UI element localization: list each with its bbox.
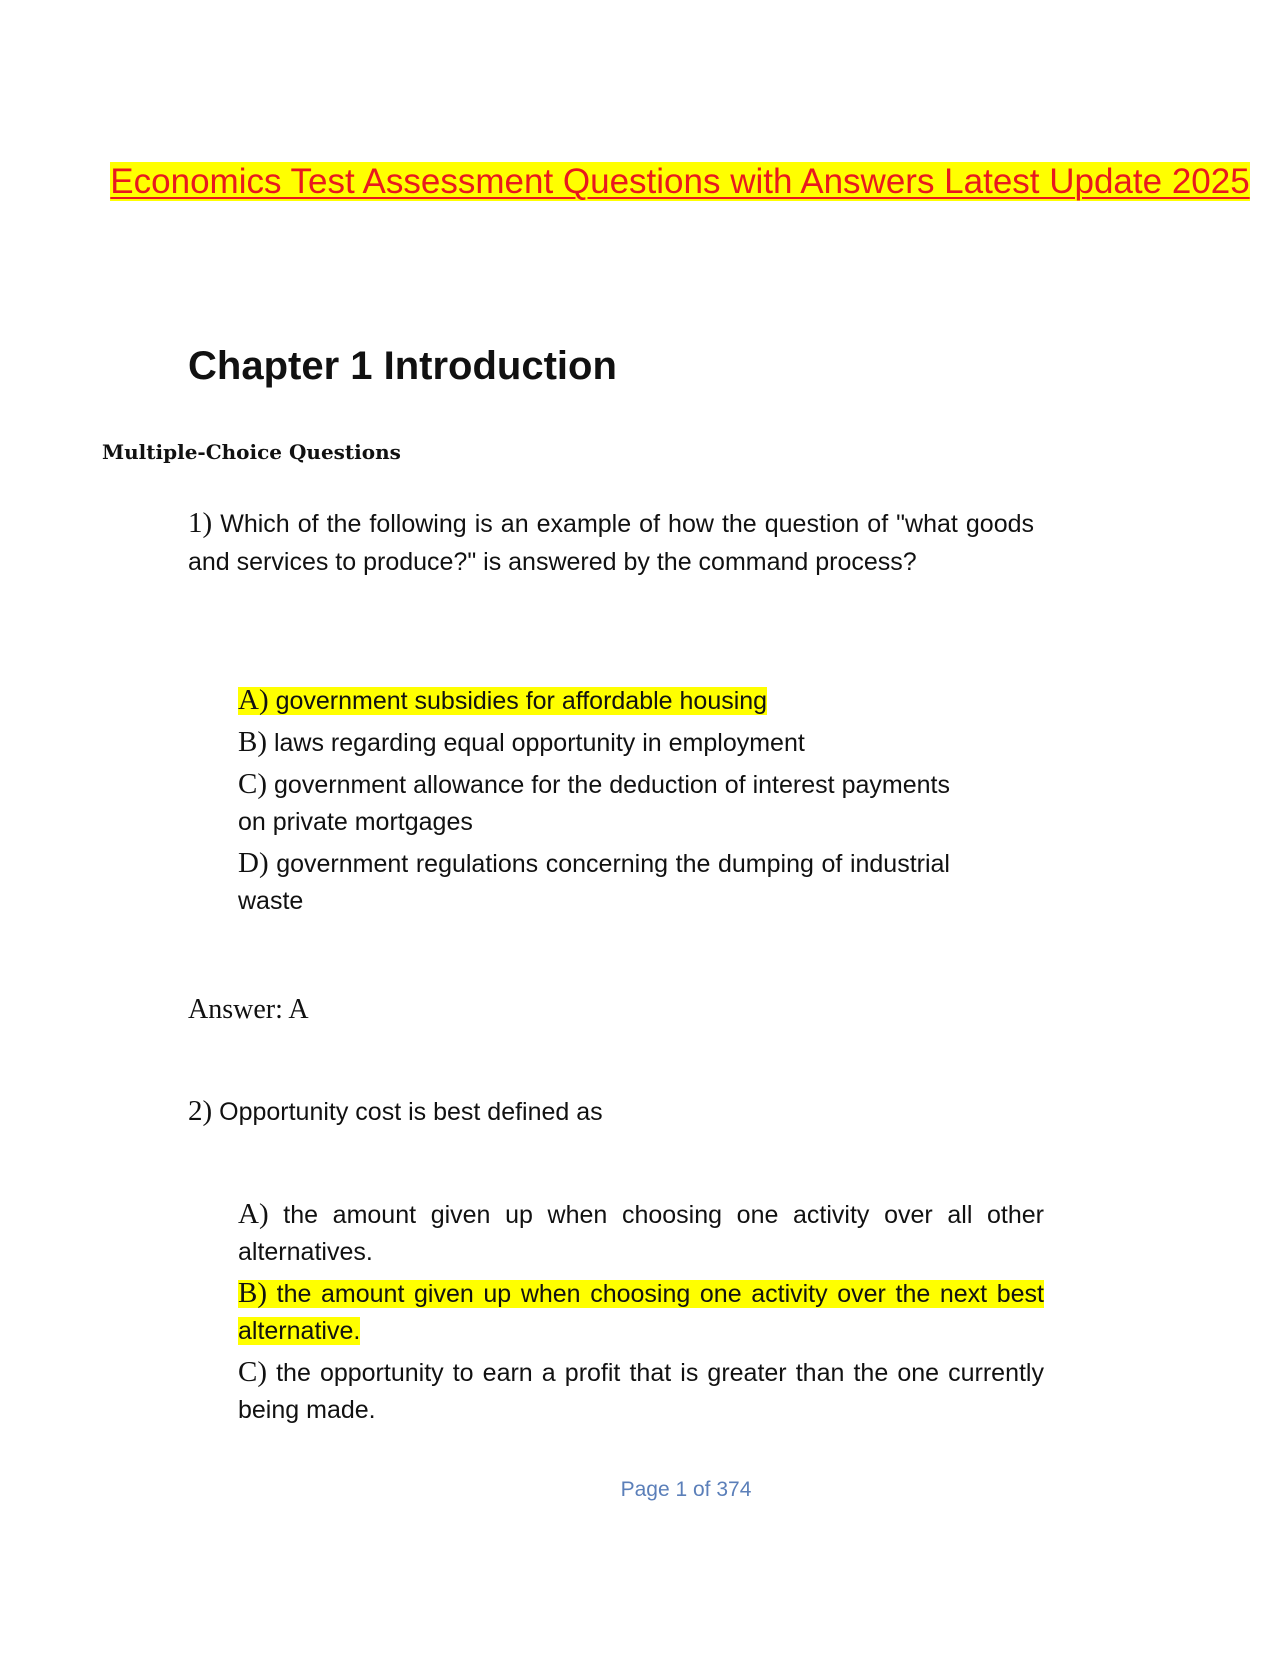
option-letter: C) [238, 1356, 267, 1388]
question-2-options [238, 1196, 1044, 1433]
question-1-options [238, 682, 950, 924]
option-a [238, 682, 950, 720]
option-text: the amount given up when choosing one activity over all other alternatives. [238, 1201, 1044, 1266]
option-text: the amount given up when choosing one activity over the next best alternative. [238, 1280, 1044, 1345]
option-c [238, 1354, 1044, 1429]
page-number: Page 1 of 374 [620, 1478, 752, 1501]
option-text: government subsidies for affordable housing [275, 687, 768, 715]
question-number: 2) [188, 1095, 213, 1127]
option-letter: B) [238, 726, 267, 758]
document-title-text: Economics Test Assessment Questions with Answers Latest Update 2025 [110, 162, 1250, 201]
option-text: laws regarding equal opportunity in employment [273, 729, 805, 757]
question-2 [188, 1092, 1034, 1131]
option-text: government regulations concerning the dumping of industrial waste [238, 850, 950, 915]
highlighted-option [238, 684, 768, 716]
document-title [100, 156, 1260, 208]
option-b [238, 1275, 1044, 1350]
page-footer [0, 1478, 1280, 1502]
question-number: 1) [188, 507, 213, 539]
question-1 [188, 504, 1034, 581]
answer-key: Answer: A [188, 994, 309, 1025]
option-letter: D) [238, 847, 269, 879]
question-text: Opportunity cost is best defined as [219, 1098, 603, 1126]
option-letter: B) [238, 1277, 267, 1309]
option-letter: A) [238, 1198, 269, 1230]
option-a [238, 1196, 1044, 1271]
option-d [238, 845, 950, 920]
section-heading: Multiple-Choice Questions [102, 440, 401, 464]
option-letter: A) [238, 684, 269, 716]
chapter-heading: Chapter 1 Introduction [188, 344, 617, 388]
option-b [238, 724, 950, 762]
highlighted-option [238, 1277, 1044, 1345]
option-text: government allowance for the deduction of interest payments on private mortgages [238, 771, 950, 836]
question-text: Which of the following is an example of how the question of "what goods and services to produce?" is answered by the command process? [188, 510, 1035, 576]
option-text: the opportunity to earn a profit that is greater than the one currently being made. [238, 1359, 1044, 1424]
option-letter: C) [238, 768, 267, 800]
option-c [238, 766, 950, 841]
